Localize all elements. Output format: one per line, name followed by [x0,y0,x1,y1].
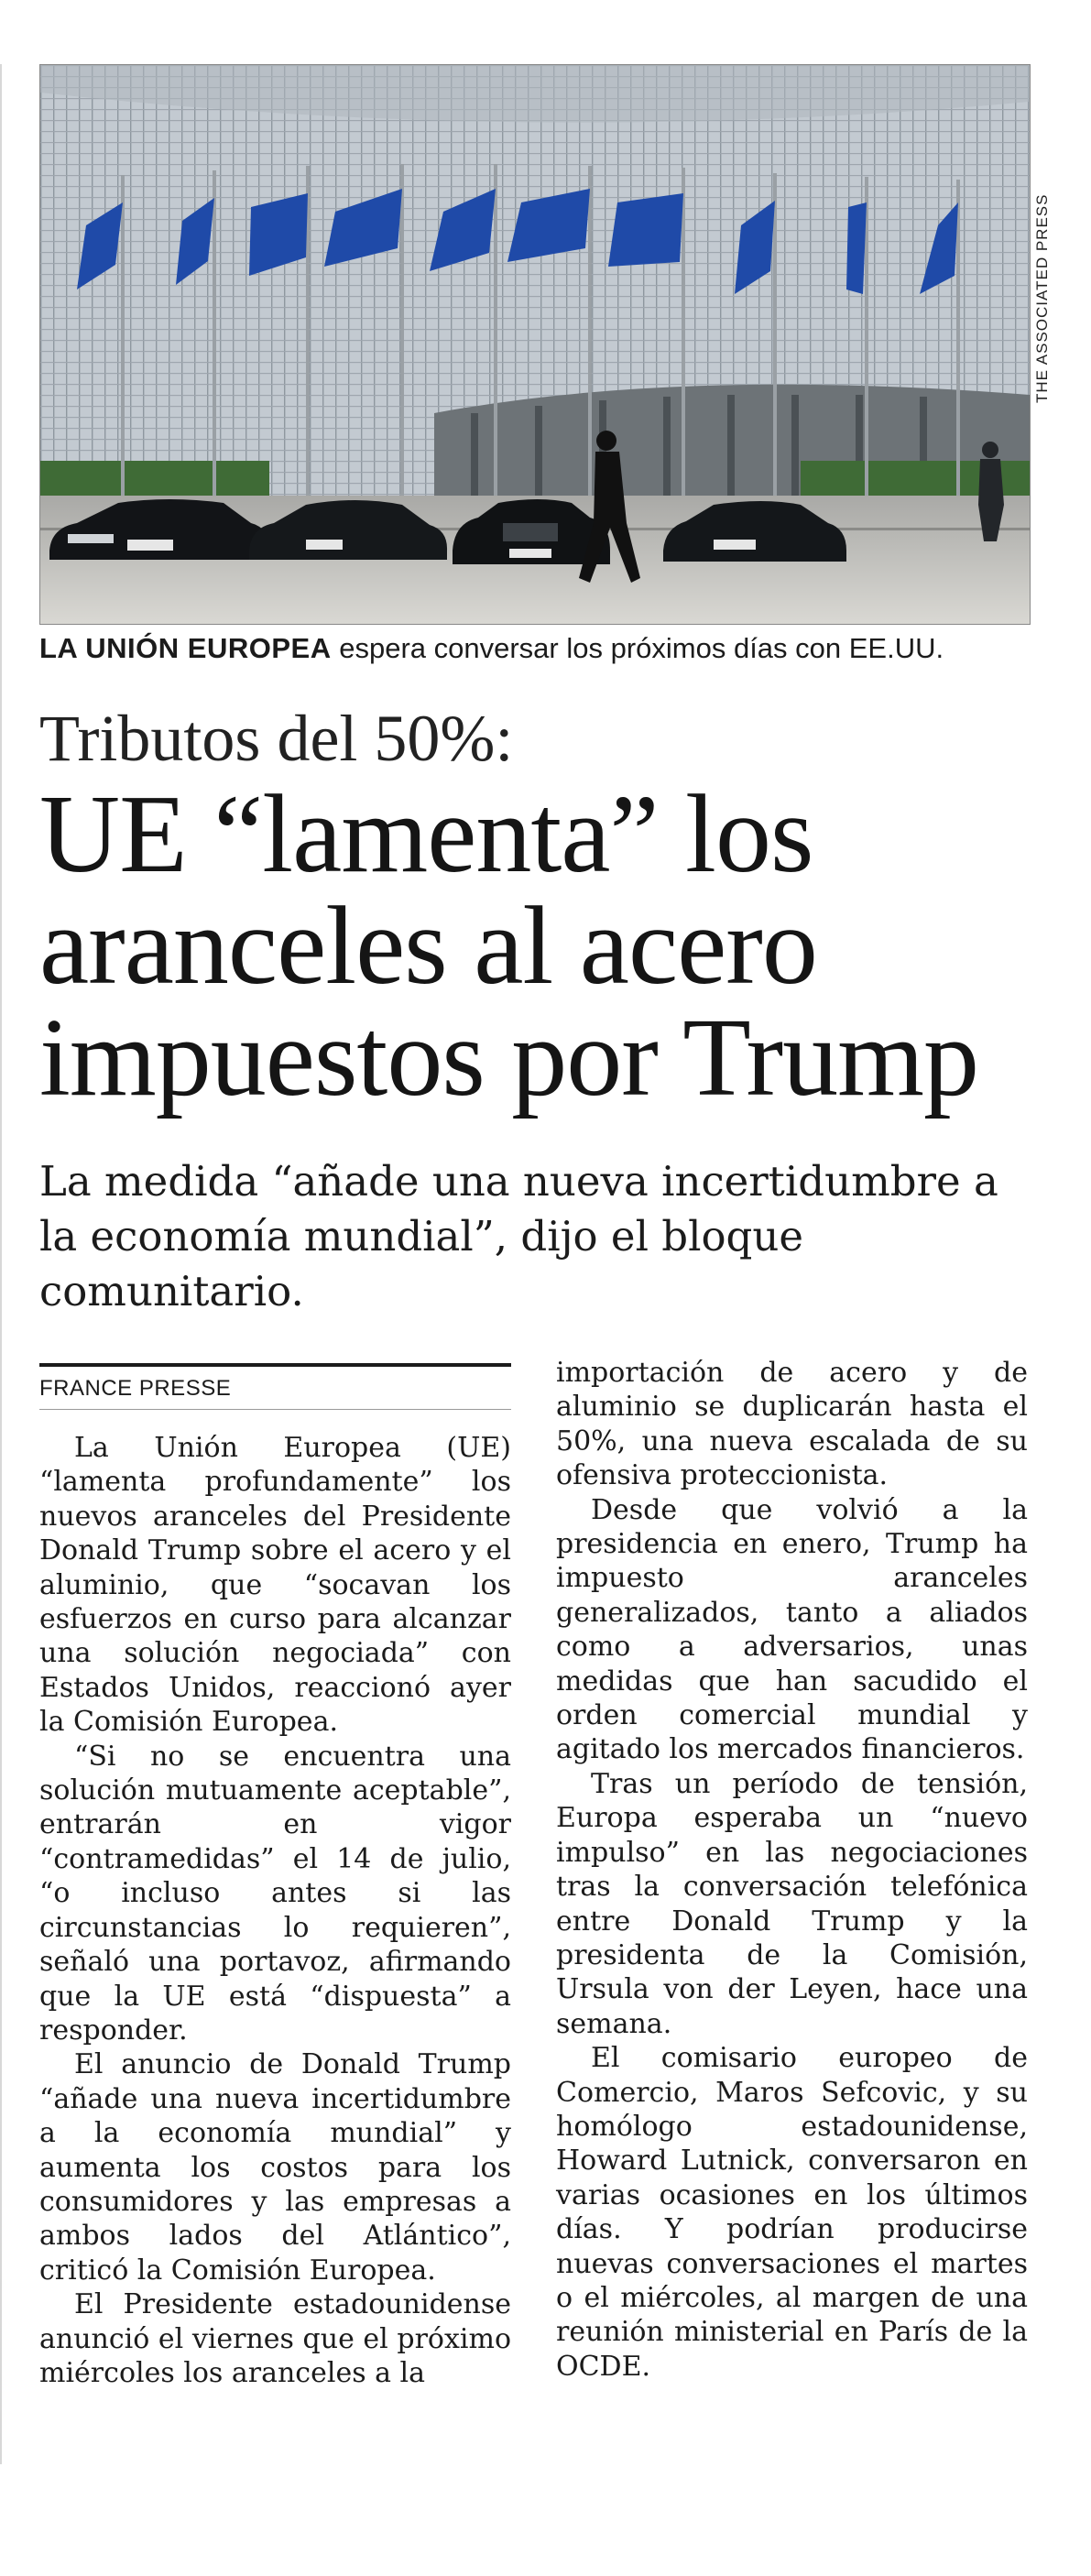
photo-caption [39,632,1047,665]
page-left-rule [0,64,2,2464]
news-photo [39,64,1031,625]
headline-kicker: Tributos del 50%: [39,702,514,775]
article-paragraph: El comisario europeo de Comercio, Maros Sefcovic, y su homólogo estadounidense, Howard Lutnick, conversaron en varias ocasiones en los últimos días. Y podrían producirse nuevas conversaciones el martes o el miércoles, al margen de una reunión ministerial en París de la OCDE. [556,2042,1028,2383]
headline-line: aranceles al acero [39,884,817,1008]
byline-rule [39,1409,511,1410]
article-paragraph: El anuncio de Donald Trump “añade una nueva incertidumbre a la economía mundial” y aumenta los costos para los consumidores y las empresas a ambos lados del Atlántico”, criticó la Comisión Europea. [39,2048,511,2287]
subheadline: La medida “añade una nueva incertidumbre a la economía mundial”, dijo el bloque comunitario. [39,1157,998,1315]
caption-text: espera conversar los próximos días con EE.UU. [339,632,944,664]
article-paragraph: importación de acero y de aluminio se duplicarán hasta el 50%, una nueva escalada de su ofensiva proteccionista. [556,1357,1028,1492]
headline [39,772,1047,1119]
hedge-left [40,461,269,496]
article-column-1 [39,1431,511,2390]
article-paragraph: El Presidente estadounidense anunció el viernes que el próximo miércoles los aranceles a la [39,2288,511,2389]
article-paragraph: “Si no se encuentra una solución mutuamente aceptable”, entrarán en vigor “contramedidas” el 14 de julio, “o incluso antes si las circunstancias lo requieren”, señaló una portavoz, afirmando que la UE está “dispuesta” a responder. [39,1740,511,2047]
photo-credit: THE ASSOCIATED PRESS [1033,193,1051,403]
headline-line: UE “lamenta” los [39,772,813,896]
article-paragraph: Desde que volvió a la presidencia en enero, Trump ha impuesto aranceles generalizados, tanto a aliados como a adversarios, unas medidas que han sacudido el orden comercial mundial y agitado los mercados financieros. [556,1493,1028,1766]
headline-line: impuestos por Trump [39,996,978,1119]
article-column-2 [556,1356,1028,2384]
byline: FRANCE PRESSE [39,1376,232,1401]
article-paragraph: La Unión Europea (UE) “lamenta profundamente” los nuevos aranceles del Presidente Donald Trump sobre el acero y el aluminio, que “socavan los esfuerzos en curso para alcanzar una solución negociada” con Estados Unidos, reaccionó ayer la Comisión Europea. [39,1432,511,1739]
byline-rule [39,1363,511,1367]
caption-lead: LA UNIÓN EUROPEA [39,632,332,664]
article-paragraph: Tras un período de tensión, Europa esperaba un “nuevo impulso” en las negociaciones tras la conversación telefónica entre Donald Trump y la presidenta de la Comisión, Ursula von der Leyen, hace una semana. [556,1767,1028,2040]
